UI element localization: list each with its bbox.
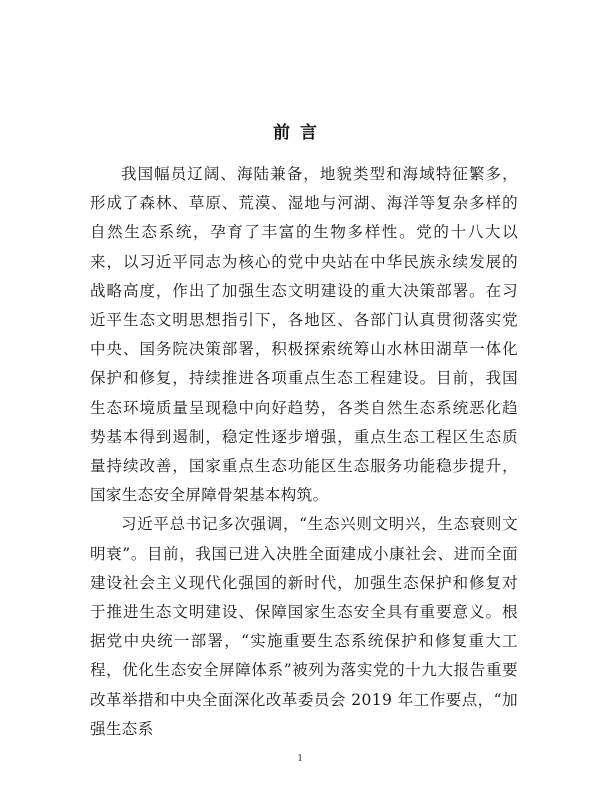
page-number: 1 — [297, 752, 303, 764]
paragraph-2: 习近平总书记多次强调，“生态兴则文明兴，生态衰则文明衰”。目前，我国已进入决胜全面建成小康社会、进而全面建设社会主义现代化强国的新时代，加强生态保护和修复对于推进生态文明建设、保障国家生态安全具有重要意义。根据党中央统一部署，“实施重要生态系统保护和修复重大工程，优化生态安全屏障体系”被列为落实党的十九大报告重要改革举措和中央全面深化改革委员会 2019 年工作要点，“加强生态系 — [90, 515, 518, 738]
page-title: 前言 — [273, 123, 327, 143]
paragraph-1: 我国幅员辽阔、海陆兼备，地貌类型和海域特征繁多，形成了森林、草原、荒漠、湿地与河湖、海洋等复杂多样的自然生态系统，孕育了丰富的生物多样性。党的十八大以来，以习近平同志为核心的党中央站在中华民族永续发展的战略高度，作出了加强生态文明建设的重大决策部署。在习近平生态文明思想指引下，各地区、各部门认真贯彻落实党中央、国务院决策部署，积极探索统筹山水林田湖草一体化保护和修复，持续推进各项重点生态工程建设。目前，我国生态环境质量呈现稳中向好趋势，各类自然生态系统恶化趋势基本得到遏制，稳定性逐步增强，重点生态工程区生态质量持续改善，国家重点生态功能区生态服务功能稳步提升，国家生态安全屏障骨架基本构筑。 — [90, 165, 518, 505]
document-body — [90, 160, 518, 744]
